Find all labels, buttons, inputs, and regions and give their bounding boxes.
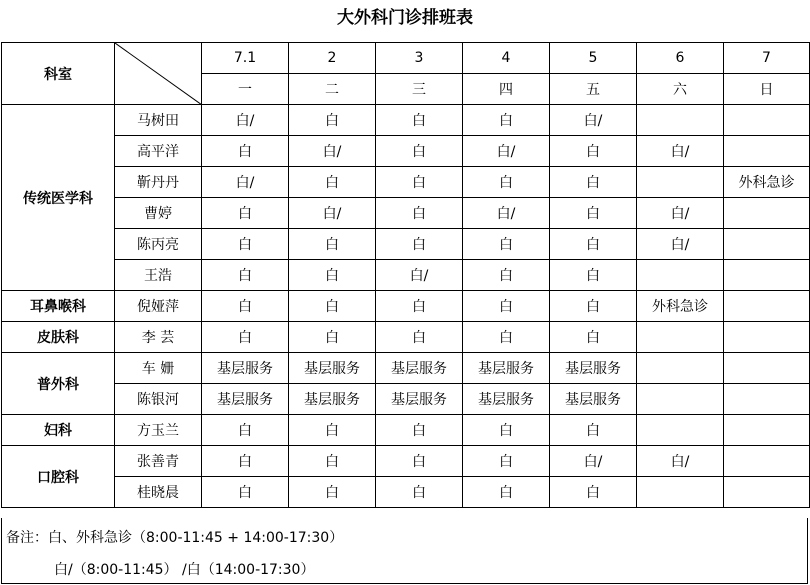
shift-cell: 白/	[289, 136, 376, 167]
doctor-name: 李 芸	[115, 322, 202, 353]
shift-cell	[724, 415, 810, 446]
shift-cell: 基层服务	[463, 353, 550, 384]
shift-cell	[637, 477, 724, 508]
shift-cell: 白	[463, 291, 550, 322]
doctor-name: 车 姗	[115, 353, 202, 384]
table-row	[2, 198, 810, 229]
date-header: 4	[463, 43, 550, 74]
date-header: 3	[376, 43, 463, 74]
shift-cell: 白/	[463, 198, 550, 229]
shift-cell: 基层服务	[376, 384, 463, 415]
shift-cell	[724, 291, 810, 322]
weekday-header: 一	[202, 74, 289, 105]
department-name: 妇科	[2, 415, 115, 446]
table-row	[2, 477, 810, 508]
shift-cell: 白/	[550, 105, 637, 136]
shift-cell: 基层服务	[376, 353, 463, 384]
header-row-dates	[2, 43, 810, 74]
shift-cell: 基层服务	[289, 353, 376, 384]
weekday-header: 日	[724, 74, 810, 105]
weekday-header: 二	[289, 74, 376, 105]
shift-cell: 白	[463, 415, 550, 446]
shift-cell: 白/	[637, 229, 724, 260]
shift-cell: 白	[376, 477, 463, 508]
shift-cell: 白	[463, 446, 550, 477]
shift-cell: 白	[550, 477, 637, 508]
table-row	[2, 291, 810, 322]
shift-cell	[724, 322, 810, 353]
doctor-name: 方玉兰	[115, 415, 202, 446]
shift-cell	[724, 229, 810, 260]
shift-cell: 基层服务	[202, 384, 289, 415]
shift-cell	[637, 105, 724, 136]
shift-cell: 白	[202, 198, 289, 229]
doctor-name: 张善青	[115, 446, 202, 477]
table-row	[2, 446, 810, 477]
diagonal-header-cell	[115, 43, 202, 105]
shift-cell: 白	[202, 136, 289, 167]
shift-cell: 白	[376, 198, 463, 229]
shift-cell: 白/	[637, 136, 724, 167]
shift-cell: 基层服务	[550, 384, 637, 415]
shift-cell	[724, 384, 810, 415]
shift-cell: 基层服务	[202, 353, 289, 384]
shift-cell: 白/	[202, 167, 289, 198]
doctor-name: 马树田	[115, 105, 202, 136]
doctor-name: 王浩	[115, 260, 202, 291]
notes-box	[1, 518, 808, 584]
weekday-header: 三	[376, 74, 463, 105]
shift-cell: 白	[463, 105, 550, 136]
page-title: 大外科门诊排班表	[337, 8, 473, 28]
shift-cell: 白/	[637, 446, 724, 477]
shift-cell: 白/	[202, 105, 289, 136]
shift-cell	[724, 260, 810, 291]
shift-cell: 白	[550, 291, 637, 322]
shift-cell: 白	[550, 198, 637, 229]
shift-cell: 白	[550, 415, 637, 446]
doctor-name: 陈丙亮	[115, 229, 202, 260]
shift-cell: 外科急诊	[724, 167, 810, 198]
shift-cell: 基层服务	[550, 353, 637, 384]
shift-cell	[637, 322, 724, 353]
shift-cell: 白	[376, 415, 463, 446]
shift-cell: 基层服务	[289, 384, 376, 415]
shift-cell	[637, 415, 724, 446]
shift-cell: 白/	[463, 136, 550, 167]
shift-cell: 白/	[637, 198, 724, 229]
shift-cell: 白	[289, 322, 376, 353]
diagonal-line	[115, 43, 202, 105]
doctor-name: 曹婷	[115, 198, 202, 229]
department-name: 普外科	[2, 353, 115, 415]
shift-cell: 白	[376, 229, 463, 260]
date-header: 2	[289, 43, 376, 74]
shift-cell: 白/	[376, 260, 463, 291]
date-header: 6	[637, 43, 724, 74]
date-header: 7	[724, 43, 810, 74]
shift-cell	[724, 136, 810, 167]
shift-cell: 白/	[550, 446, 637, 477]
shift-cell: 白	[289, 167, 376, 198]
shift-cell: 基层服务	[463, 384, 550, 415]
weekday-header: 四	[463, 74, 550, 105]
shift-cell: 白	[289, 477, 376, 508]
doctor-name: 陈银河	[115, 384, 202, 415]
shift-cell: 白	[289, 229, 376, 260]
table-row	[2, 415, 810, 446]
date-header: 7.1	[202, 43, 289, 74]
shift-cell: 白	[376, 322, 463, 353]
table-row	[2, 167, 810, 198]
department-name: 皮肤科	[2, 322, 115, 353]
shift-cell	[724, 446, 810, 477]
shift-cell: 白	[550, 260, 637, 291]
shift-cell: 白	[202, 260, 289, 291]
department-name: 口腔科	[2, 446, 115, 508]
shift-cell: 白	[202, 446, 289, 477]
shift-cell: 外科急诊	[637, 291, 724, 322]
shift-cell: 白	[202, 229, 289, 260]
doctor-name: 桂晓晨	[115, 477, 202, 508]
shift-cell: 白	[463, 477, 550, 508]
shift-cell	[724, 105, 810, 136]
shift-cell	[637, 384, 724, 415]
shift-cell: 白	[463, 322, 550, 353]
table-row	[2, 322, 810, 353]
shift-cell: 白	[202, 477, 289, 508]
doctor-name: 靳丹丹	[115, 167, 202, 198]
shift-cell: 白	[376, 446, 463, 477]
table-row	[2, 260, 810, 291]
doctor-name: 倪娅萍	[115, 291, 202, 322]
notes-line-2: 白/（8:00-11:45） /白（14:00-17:30）	[54, 562, 315, 578]
shift-cell: 白	[550, 229, 637, 260]
shift-cell	[637, 260, 724, 291]
shift-cell: 白	[376, 167, 463, 198]
weekday-header: 五	[550, 74, 637, 105]
shift-cell: 白	[202, 415, 289, 446]
shift-cell: 白	[289, 291, 376, 322]
shift-cell: 白	[289, 105, 376, 136]
department-name: 传统医学科	[2, 105, 115, 291]
doctor-name: 高平洋	[115, 136, 202, 167]
shift-cell: 白	[463, 229, 550, 260]
table-row	[2, 229, 810, 260]
shift-cell: 白	[550, 167, 637, 198]
notes-line-1: 备注：白、外科急诊（8:00-11:45 + 14:00-17:30）	[6, 530, 344, 546]
shift-cell: 白	[289, 446, 376, 477]
date-header: 5	[550, 43, 637, 74]
table-row	[2, 353, 810, 384]
table-row	[2, 384, 810, 415]
schedule-table	[1, 42, 810, 508]
shift-cell	[637, 167, 724, 198]
shift-cell: 白	[550, 322, 637, 353]
shift-cell: 白	[202, 322, 289, 353]
table-row	[2, 105, 810, 136]
shift-cell: 白	[289, 260, 376, 291]
dept-header: 科室	[2, 43, 115, 105]
shift-cell: 白	[289, 415, 376, 446]
shift-cell	[724, 477, 810, 508]
weekday-header: 六	[637, 74, 724, 105]
shift-cell: 白	[202, 291, 289, 322]
shift-cell	[724, 353, 810, 384]
shift-cell: 白/	[289, 198, 376, 229]
department-name: 耳鼻喉科	[2, 291, 115, 322]
shift-cell: 白	[550, 136, 637, 167]
table-row	[2, 136, 810, 167]
shift-cell	[724, 198, 810, 229]
shift-cell: 白	[463, 260, 550, 291]
shift-cell: 白	[376, 105, 463, 136]
shift-cell: 白	[376, 136, 463, 167]
shift-cell: 白	[376, 291, 463, 322]
shift-cell: 白	[463, 167, 550, 198]
shift-cell	[637, 353, 724, 384]
